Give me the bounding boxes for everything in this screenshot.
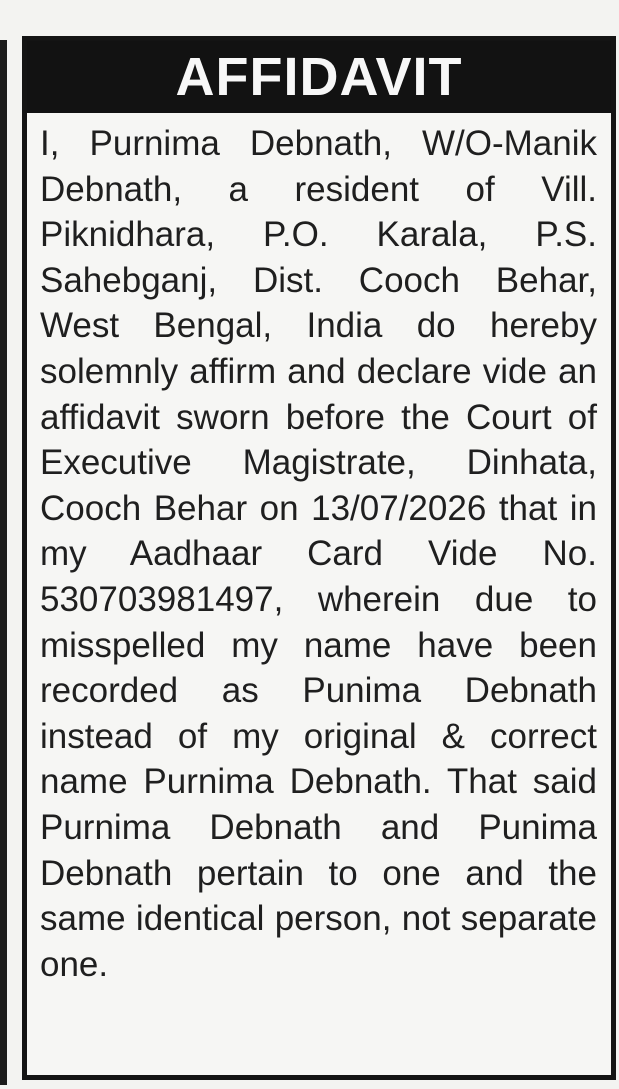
affidavit-notice (22, 36, 616, 1080)
notice-body: I, Purnima Debnath, W/O-Manik Debnath, a resident of Vill. Piknidhara, P.O. Karala, P.S. Sahebganj, Dist. Cooch Behar, West Bengal, India do hereby solemnly affirm and declare vide an affidavit sworn before the Court of Executive Magistrate, Dinhata, Cooch Behar on 13/07/2026 that in my Aadhaar Card Vide No. 530703981497, wherein due to misspelled my name have been recorded as Punima Debnath instead of my original & correct name Purnima Debnath. That said Purnima Debnath and Punima Debnath pertain to one and the same identical person, not separate one. (40, 124, 597, 984)
notice-title: AFFIDAVIT (27, 41, 611, 113)
column-divider-rule (0, 40, 7, 1085)
